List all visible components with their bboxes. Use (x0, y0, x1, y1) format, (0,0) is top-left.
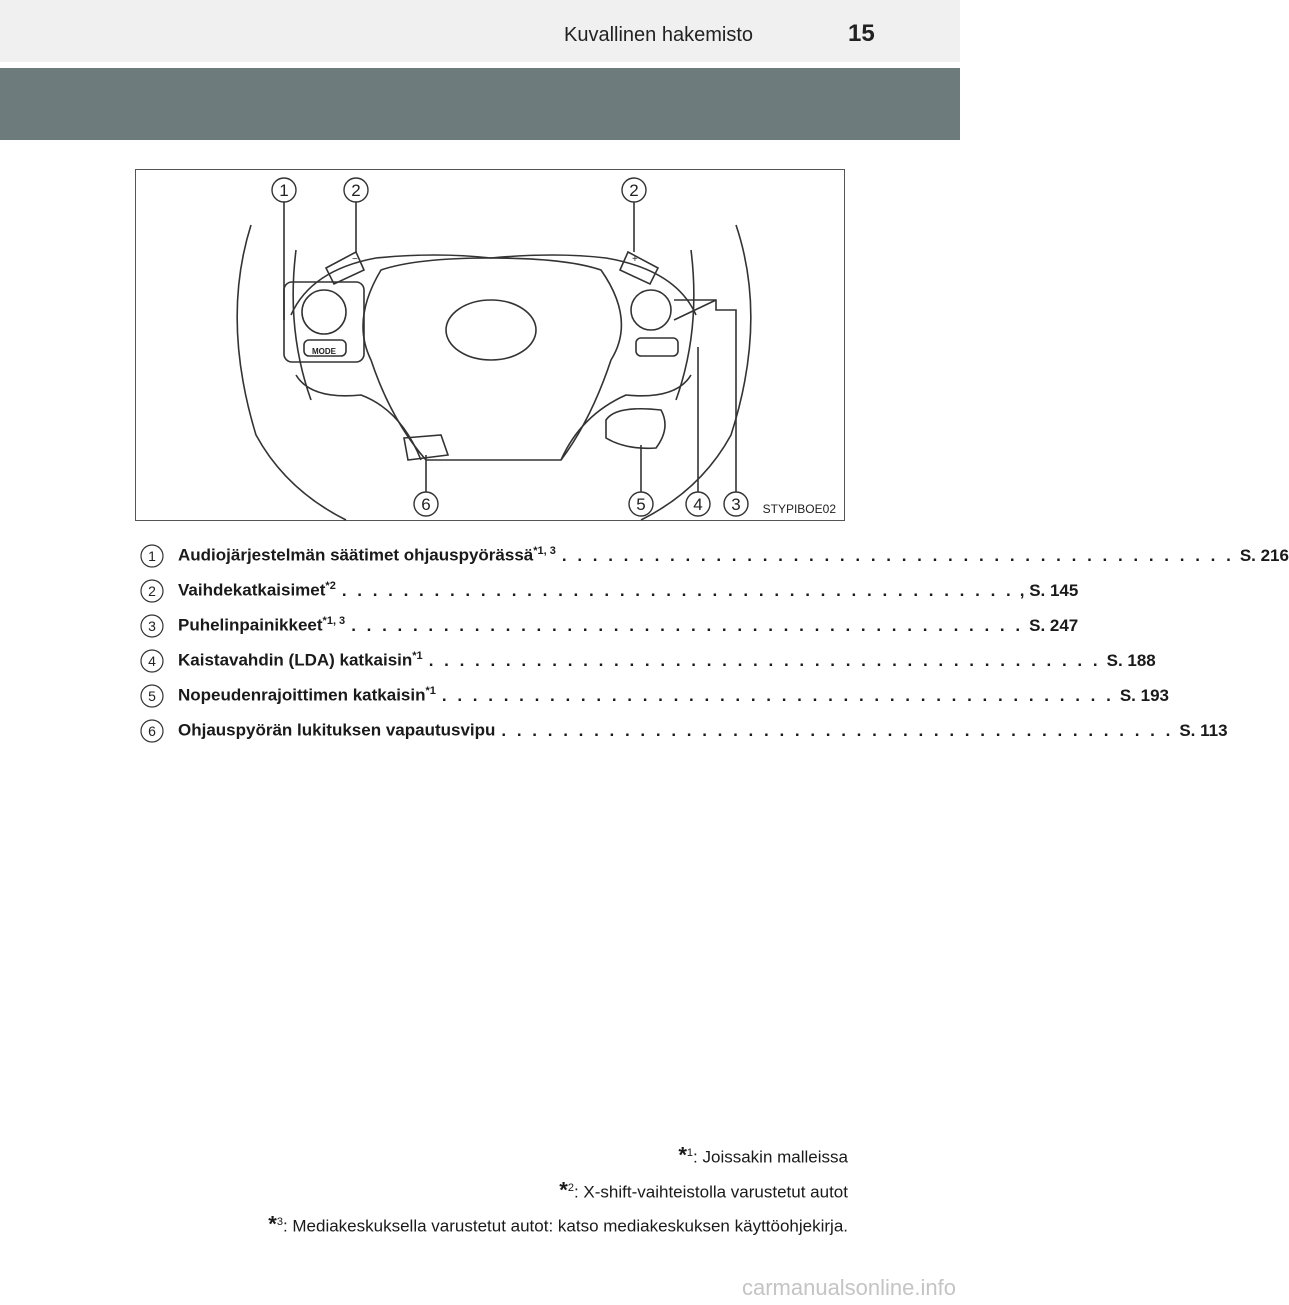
leader-dots: . . . . . . . . . . . . . . . . . . . . . . . . . . . . . . . . . . . . . . . . . . . . (441, 685, 1114, 705)
callout-6: 6 (421, 495, 431, 514)
footnotes (268, 1138, 848, 1242)
steering-wheel-illustration (136, 170, 844, 520)
list-item (140, 678, 1169, 713)
leader-dots: . . . . . . . . . . . . . . . . . . . . . . . . . . . . . . . . . . . . . . . . . . . . (341, 580, 1014, 600)
number-badge (140, 649, 164, 673)
number-badge (140, 614, 164, 638)
number-badge (140, 719, 164, 743)
watermark: carmanualsonline.info (741, 1275, 956, 1300)
leader-dots: . . . . . . . . . . . . . . . . . . . . . . . . . . . . . . . . . . . . . . . . . . . . (561, 545, 1234, 565)
list-item (140, 538, 1289, 573)
footnote: *$^1$: Joissakin malleissa (678, 1142, 848, 1168)
svg-text:6: 6 (148, 722, 156, 739)
svg-text:4: 4 (148, 652, 156, 669)
item-label: Puhelinpainikkeet$^{*1, 3}$ (178, 615, 346, 635)
page-ref: , S. 145 (1019, 580, 1079, 600)
svg-text:1: 1 (148, 547, 156, 564)
footnote: *$^2$: X-shift-vaihteistolla varustetut autot (559, 1177, 848, 1203)
section-title: Kuvallinen hakemisto (564, 24, 753, 46)
page-ref: S. 216 (1239, 545, 1289, 565)
mode-label: MODE (312, 347, 336, 356)
plus-label: + (632, 254, 638, 265)
item-label: Ohjauspyörän lukituksen vapautusvipu (178, 720, 496, 740)
leader-dots: . . . . . . . . . . . . . . . . . . . . . . . . . . . . . . . . . . . . . . . . . . . . (351, 615, 1024, 635)
list-item (140, 573, 1079, 608)
list-item (140, 643, 1156, 678)
callout-3: 3 (731, 495, 741, 514)
item-label: Audiojärjestelmän säätimet ohjauspyörässä$^{*1, 3}$ (178, 545, 556, 565)
item-label: Nopeudenrajoittimen katkaisin$^{*1}$ (178, 685, 436, 705)
list-item (140, 713, 1228, 748)
page-ref: S. 113 (1179, 720, 1228, 740)
page-ref: S. 193 (1119, 685, 1169, 705)
list-item (140, 608, 1079, 643)
number-badge (140, 544, 164, 568)
svg-text:5: 5 (148, 687, 156, 704)
page-ref: S. 188 (1106, 650, 1156, 670)
header-band (0, 68, 960, 140)
footnote: *$^3$: Mediakeskuksella varustetut autot: katso mediakeskuksen käyttöohjekirja. (268, 1211, 848, 1237)
page-header (0, 0, 960, 62)
svg-text:2: 2 (148, 582, 156, 599)
callout-2b: 2 (629, 181, 639, 200)
item-list (140, 538, 1289, 748)
page-number: 15 (848, 20, 875, 47)
leader-dots: . . . . . . . . . . . . . . . . . . . . . . . . . . . . . . . . . . . . . . . . . . . . (428, 650, 1101, 670)
leader-dots: . . . . . . . . . . . . . . . . . . . . . . . . . . . . . . . . . . . . . . . . . . . . (501, 720, 1174, 740)
callout-2a: 2 (351, 181, 361, 200)
callout-5: 5 (636, 495, 646, 514)
figure-code: STYPIBOE02 (762, 502, 836, 516)
callout-1: 1 (279, 181, 289, 200)
svg-text:3: 3 (148, 617, 156, 634)
item-label: Vaihdekatkaisimet$^{*2}$ (178, 580, 336, 600)
number-badge (140, 684, 164, 708)
page-ref: S. 247 (1029, 615, 1079, 635)
callout-4: 4 (693, 495, 703, 514)
item-label: Kaistavahdin (LDA) katkaisin$^{*1}$ (178, 650, 423, 670)
number-badge (140, 579, 164, 603)
minus-label: − (352, 254, 358, 265)
steering-wheel-figure (135, 169, 845, 521)
